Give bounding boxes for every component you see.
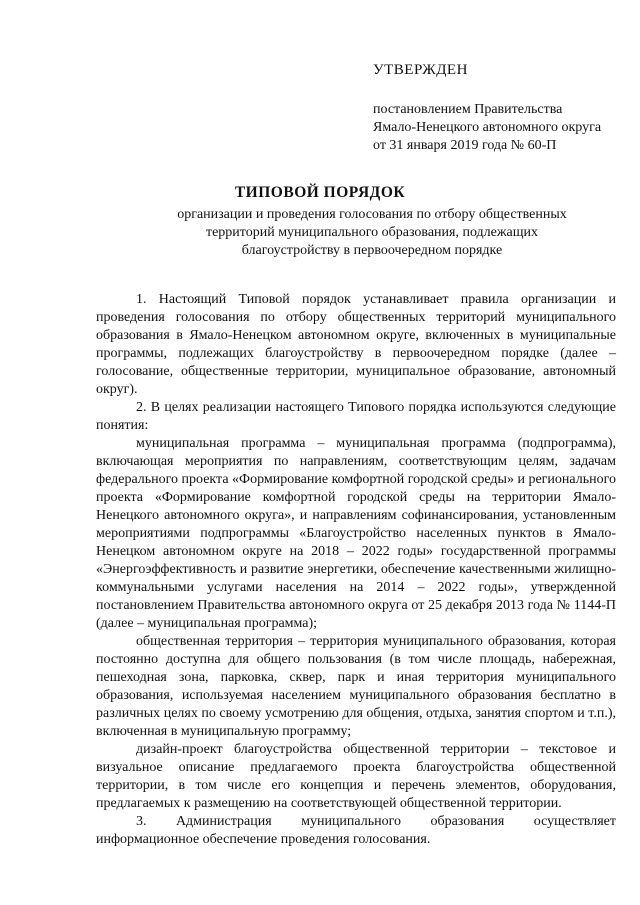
approval-details — [373, 101, 601, 155]
approval-line: от 31 января 2019 года № 60-П — [373, 138, 557, 153]
paragraph: общественная территория – территория муниципального образования, которая постоянно доступна для общего пользования (в том числе площадь, набережная, пешеходная зона, парковка, сквер, парк и иная территория муниципального образования, используемая населением муниципального образования бесплатно в различных целях по своему усмотрению для общения, отдыха, занятия спортом и т.п.), включенная в муниципальную программу; — [96, 634, 616, 739]
subtitle-line: благоустройству в первоочередном порядке — [241, 243, 503, 258]
document-body — [96, 291, 616, 849]
approval-line: Ямало-Ненецкого автономного округа — [373, 120, 602, 135]
subtitle-line: территорий муниципального образования, подлежащих — [205, 225, 539, 240]
paragraph: дизайн-проект благоустройства общественной территории – текстовое и визуальное описание предлагаемого проекта благоустройства общественной территории, в том числе его концепция и перечень элементов, оборудования, предлагаемых к размещению на соответствующей общественной территории. — [96, 742, 616, 811]
document-subtitle — [150, 206, 594, 260]
paragraph: муниципальная программа – муниципальная программа (подпрограмма), включающая мероприятия по направлениям, соответствующим целям, задачам федерального проекта «Формирование комфортной городской среды» и регионального проекта «Формирование комфортной городской среды на территории Ямало-Ненецкого автономного округа», и направлениям софинансирования, установленным мероприятиями подпрограммы «Благоустройство населенных пунктов в Ямало-Ненецком автономном округе на 2018 – 2022 годы» государственной программы «Энергоэффективность и развитие энергетики, обеспечение качественными жилищно-коммунальными услугами населения на 2014 – 2022 годы», утвержденной постановлением Правительства автономного округа от 25 декабря 2013 года № 1144-П (далее – муниципальная программа); — [96, 436, 616, 631]
paragraph: 2. В целях реализации настоящего Типового порядка используются следующие понятия: — [96, 400, 616, 433]
paragraph: 1. Настоящий Типовой порядок устанавливает правила организации и проведения голосования по отбору общественных территорий муниципального образования в Ямало-Ненецком автономном округе, включенных в муниципальные программы, подлежащих благоустройству в первоочередном порядке (далее – голосование, общественные территории, муниципальное образование, автономный округ). — [96, 292, 616, 397]
approved-stamp: УТВЕРЖДЕН — [373, 62, 468, 78]
approval-line: постановлением Правительства — [373, 102, 563, 117]
document-title: ТИПОВОЙ ПОРЯДОК — [234, 184, 406, 201]
subtitle-line: организации и проведения голосования по отбору общественных — [177, 207, 567, 222]
paragraph: 3. Администрация муниципального образования осуществляет информационное обеспечение проведения голосования. — [96, 814, 616, 847]
